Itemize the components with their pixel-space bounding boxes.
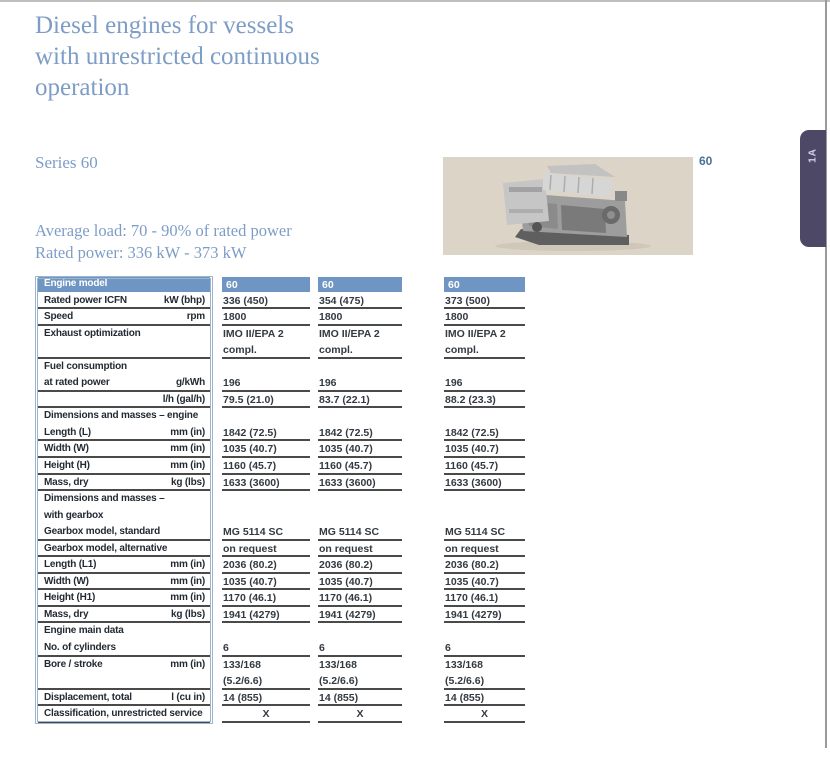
- spec-value: MG 5114 SC: [444, 524, 525, 541]
- spec-label: Speed: [44, 311, 74, 323]
- spec-row-length-l: [35, 425, 530, 442]
- spec-value: 1633 (3600): [444, 475, 525, 492]
- chapter-side-tab: [800, 130, 826, 247]
- spec-label-cell: [38, 640, 210, 657]
- spec-value: 196: [444, 375, 525, 392]
- spec-value: 1160 (45.7): [444, 458, 525, 475]
- spec-unit: l/h (gal/h): [162, 393, 205, 405]
- spec-value: 1170 (46.1): [444, 590, 525, 607]
- spec-label: Length (L1): [44, 559, 97, 571]
- spec-label-cell: [38, 574, 210, 591]
- spec-row-dimensions-and-masses-with-gearbox: [35, 491, 530, 524]
- spec-value: 60: [222, 277, 310, 292]
- spec-label-cell: [38, 475, 210, 492]
- spec-label: Gearbox model, standard: [44, 526, 160, 538]
- spec-value: 196: [318, 375, 402, 392]
- spec-label: Dimensions and masses – with gearbox: [44, 493, 165, 521]
- spec-value: 2036 (80.2): [222, 557, 310, 574]
- spec-value: 1035 (40.7): [318, 441, 402, 458]
- spec-label-cell: [38, 293, 210, 310]
- spec-value: 373 (500): [444, 293, 525, 310]
- spec-row-rated-power-icfn: [35, 293, 530, 310]
- spec-row-length-l1: [35, 557, 530, 574]
- spec-value: 1941 (4279): [222, 607, 310, 624]
- spec-label-cell: [38, 524, 210, 541]
- spec-row-mass-dry: [35, 475, 530, 492]
- spec-label-cell: [38, 657, 210, 690]
- spec-row-displacement-total: [35, 690, 530, 707]
- spec-value: 133/168 (5.2/6.6): [444, 657, 525, 690]
- spec-value: 1160 (45.7): [318, 458, 402, 475]
- spec-value: 1941 (4279): [318, 607, 402, 624]
- series-label: Series 60: [35, 153, 98, 172]
- spec-label: Gearbox model, alternative: [44, 542, 168, 554]
- page-title-line-1: Diesel engines for vessels: [35, 12, 294, 39]
- chapter-side-tab-label: 1A: [807, 148, 819, 163]
- spec-value: 1633 (3600): [222, 475, 310, 492]
- page-title-line-2: with unrestricted continuous: [35, 43, 320, 70]
- spec-value: 1035 (40.7): [222, 441, 310, 458]
- spec-unit: mm (in): [170, 426, 205, 438]
- spec-label: Engine main data: [44, 625, 124, 637]
- spec-unit: mm (in): [170, 575, 205, 587]
- spec-value: 2036 (80.2): [318, 557, 402, 574]
- spec-value: 1170 (46.1): [318, 590, 402, 607]
- spec-label-cell: [38, 408, 210, 425]
- spec-value: IMO II/EPA 2 compl.: [318, 326, 402, 359]
- spec-row-gearbox-model-standard: [35, 524, 530, 541]
- spec-value: 14 (855): [444, 690, 525, 707]
- spec-value: 79.5 (21.0): [222, 392, 310, 409]
- spec-label-cell: [38, 359, 210, 376]
- spec-value: 133/168 (5.2/6.6): [318, 657, 402, 690]
- spec-value: 1842 (72.5): [318, 425, 402, 442]
- spec-label-cell: [38, 392, 210, 409]
- engine-illustration: [443, 157, 693, 255]
- spec-label-cell: [38, 690, 210, 707]
- spec-value: X: [222, 706, 310, 723]
- spec-value: 6: [318, 640, 402, 657]
- spec-row-engine-model: [35, 276, 530, 293]
- spec-label-cell: [38, 425, 210, 442]
- spec-row-no-of-cylinders: [35, 640, 530, 657]
- spec-label: Classification, unrestricted service: [44, 708, 203, 720]
- spec-row-classification-unrestricted-service: [35, 706, 530, 723]
- spec-label-cell: [38, 607, 210, 624]
- spec-unit: kg (lbs): [171, 608, 205, 620]
- spec-label-cell: [38, 706, 210, 723]
- spec-unit: kW (bhp): [163, 294, 205, 306]
- spec-unit: g/kWh: [176, 377, 205, 389]
- spec-label-cell: [38, 623, 210, 640]
- spec-label: Mass, dry: [44, 608, 89, 620]
- spec-value: 88.2 (23.3): [444, 392, 525, 409]
- spec-value: 196: [222, 375, 310, 392]
- spec-label-cell: [38, 277, 210, 292]
- spec-label: Height (H1): [44, 592, 96, 604]
- spec-label: Dimensions and masses – engine: [44, 410, 199, 422]
- rated-power-line: Rated power: 336 kW - 373 kW: [35, 243, 247, 262]
- spec-value: MG 5114 SC: [318, 524, 402, 541]
- spec-value: 14 (855): [318, 690, 402, 707]
- spec-row-at-rated-power: [35, 375, 530, 392]
- spec-row-blank: [35, 392, 530, 409]
- spec-row-width-w: [35, 441, 530, 458]
- spec-row-exhaust-optimization: [35, 326, 530, 359]
- spec-label-cell: [38, 326, 210, 359]
- spec-unit: mm (in): [170, 559, 205, 571]
- spec-value: 60: [318, 277, 402, 292]
- spec-unit: mm (in): [170, 592, 205, 604]
- spec-value: IMO II/EPA 2 compl.: [222, 326, 310, 359]
- spec-unit: mm (in): [170, 658, 205, 670]
- spec-row-gearbox-model-alternative: [35, 541, 530, 558]
- spec-value: on request: [222, 541, 310, 558]
- page-title-line-3: operation: [35, 74, 130, 101]
- spec-value: 1842 (72.5): [444, 425, 525, 442]
- spec-value: 1035 (40.7): [444, 441, 525, 458]
- spec-row-engine-main-data: [35, 623, 530, 640]
- spec-label-cell: [38, 458, 210, 475]
- spec-table: [35, 276, 530, 723]
- spec-label: Length (L): [44, 426, 91, 438]
- spec-row-bore-stroke: [35, 657, 530, 690]
- spec-value: 83.7 (22.1): [318, 392, 402, 409]
- spec-row-fuel-consumption: [35, 359, 530, 376]
- spec-unit: mm (in): [170, 460, 205, 472]
- spec-value: 1035 (40.7): [444, 574, 525, 591]
- engine-photo: [443, 157, 693, 255]
- spec-value: MG 5114 SC: [222, 524, 310, 541]
- spec-value: 1842 (72.5): [222, 425, 310, 442]
- spec-label: Bore / stroke: [44, 658, 103, 670]
- spec-value: 1800: [318, 309, 402, 326]
- spec-label: Displacement, total: [44, 691, 132, 703]
- spec-value: 2036 (80.2): [444, 557, 525, 574]
- spec-value: 1941 (4279): [444, 607, 525, 624]
- spec-label-cell: [38, 309, 210, 326]
- spec-value: 1800: [222, 309, 310, 326]
- spec-value: on request: [444, 541, 525, 558]
- spec-label: Mass, dry: [44, 476, 89, 488]
- page-right-hairline: [825, 0, 827, 748]
- spec-label-cell: [38, 441, 210, 458]
- spec-value: on request: [318, 541, 402, 558]
- spec-row-dimensions-and-masses-engine: [35, 408, 530, 425]
- page-title: [35, 10, 455, 103]
- page-top-hairline: [0, 0, 830, 2]
- spec-value: 336 (450): [222, 293, 310, 310]
- spec-row-speed: [35, 309, 530, 326]
- spec-label: Height (H): [44, 460, 90, 472]
- spec-row-width-w: [35, 574, 530, 591]
- spec-unit: rpm: [186, 311, 205, 323]
- spec-label-cell: [38, 375, 210, 392]
- spec-value: IMO II/EPA 2 compl.: [444, 326, 525, 359]
- spec-label: Fuel consumption: [44, 360, 127, 372]
- spec-value: 1160 (45.7): [222, 458, 310, 475]
- spec-label: Engine model: [44, 277, 108, 289]
- spec-label-cell: [38, 590, 210, 607]
- spec-unit: mm (in): [170, 443, 205, 455]
- spec-label: No. of cylinders: [44, 642, 116, 654]
- spec-label: Width (W): [44, 575, 89, 587]
- spec-label: Width (W): [44, 443, 89, 455]
- spec-value: 1170 (46.1): [222, 590, 310, 607]
- spec-unit: kg (lbs): [171, 476, 205, 488]
- spec-value: 6: [444, 640, 525, 657]
- spec-value: 133/168 (5.2/6.6): [222, 657, 310, 690]
- spec-value: 6: [222, 640, 310, 657]
- spec-value: X: [318, 706, 402, 723]
- spec-value: 1633 (3600): [318, 475, 402, 492]
- spec-value: 1035 (40.7): [318, 574, 402, 591]
- spec-row-height-h: [35, 458, 530, 475]
- spec-row-mass-dry: [35, 607, 530, 624]
- spec-label-cell: [38, 491, 210, 524]
- spec-row-height-h1: [35, 590, 530, 607]
- spec-value: 60: [444, 277, 525, 292]
- spec-value: 354 (475): [318, 293, 402, 310]
- spec-unit: l (cu in): [171, 691, 205, 703]
- spec-value: 1800: [444, 309, 525, 326]
- spec-label: Exhaust optimization: [44, 327, 141, 339]
- spec-value: X: [444, 706, 525, 723]
- spec-label: at rated power: [44, 377, 110, 389]
- spec-label-cell: [38, 557, 210, 574]
- average-load-line: Average load: 70 - 90% of rated power: [35, 221, 292, 240]
- spec-label-cell: [38, 541, 210, 558]
- engine-caption: 60: [699, 154, 713, 168]
- spec-value: 1035 (40.7): [222, 574, 310, 591]
- spec-label: Rated power ICFN: [44, 294, 127, 306]
- spec-value: 14 (855): [222, 690, 310, 707]
